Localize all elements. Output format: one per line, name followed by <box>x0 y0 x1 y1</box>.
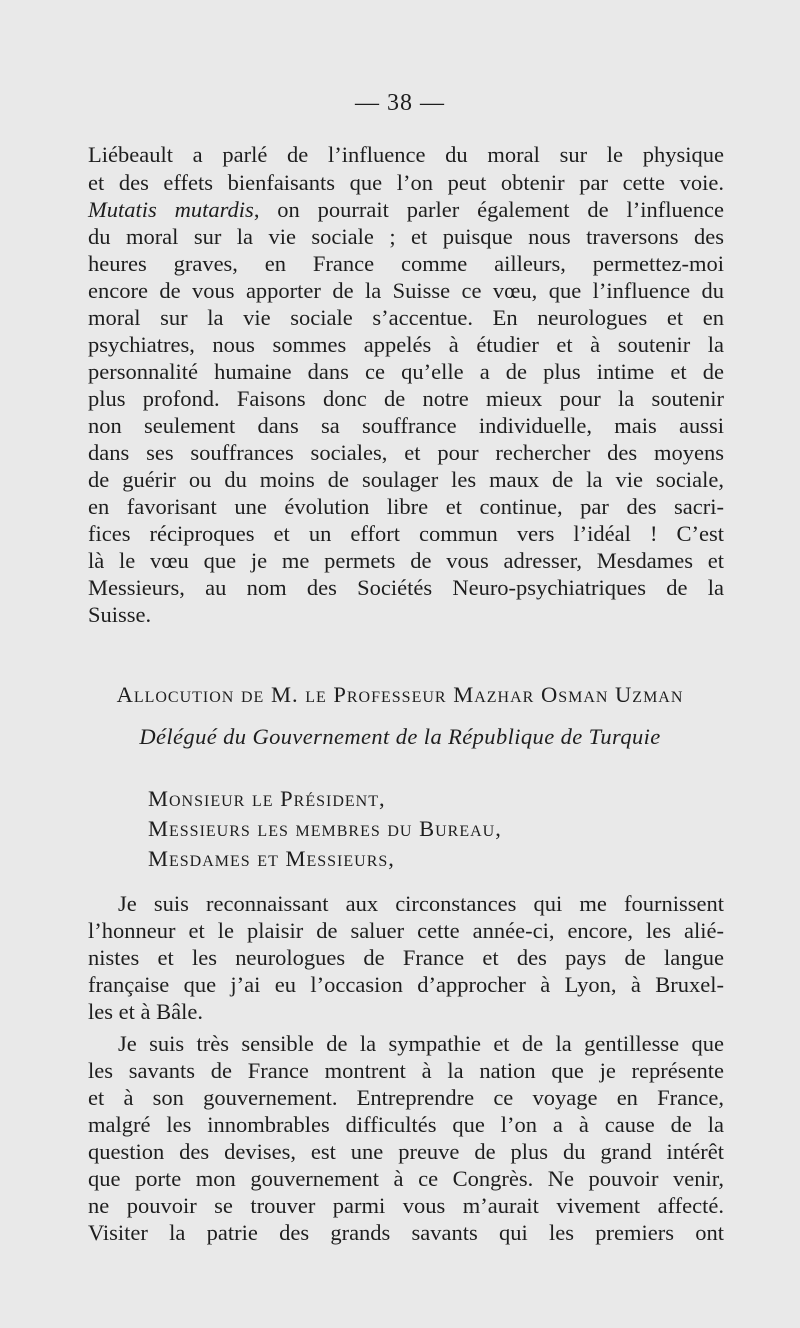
body-line: Suisse. <box>88 602 152 627</box>
page-number: — 38 — <box>355 90 445 116</box>
body-line: moral sur la vie sociale s’accentue. En neurologues et en <box>88 305 724 330</box>
body-line: nistes et les neurologues de France et des pays de langue <box>88 945 724 970</box>
body-line: fices réciproques et un effort commun vers l’idéal ! C’est <box>88 521 724 546</box>
body-line: Messieurs, au nom des Sociétés Neuro-psychiatriques de la <box>88 575 724 600</box>
body-line: malgré les innombrables difficultés que l’on a à cause de la <box>88 1112 724 1137</box>
body-line: Mutatis mutardis, on pourrait parler également de l’influence <box>88 197 724 222</box>
body-line: que porte mon gouvernement à ce Congrès. Ne pouvoir venir, <box>88 1166 724 1191</box>
salutation-line: Monsieur le Président, <box>148 786 386 811</box>
body-line: encore de vous apporter de la Suisse ce vœu, que l’influence du <box>88 278 724 303</box>
body-line: heures graves, en France comme ailleurs, permettez-moi <box>88 251 724 276</box>
body-line: dans ses souffrances sociales, et pour rechercher des moyens <box>88 440 724 465</box>
body-line: personnalité humaine dans ce qu’elle a de plus intime et de <box>88 359 724 384</box>
body-line: et à son gouvernement. Entreprendre ce voyage en France, <box>88 1085 724 1110</box>
body-line: non seulement dans sa souffrance individuelle, mais aussi <box>88 413 724 438</box>
body-line: question des devises, est une preuve de plus du grand intérêt <box>88 1139 724 1164</box>
body-line: du moral sur la vie sociale ; et puisque nous traversons des <box>88 224 724 249</box>
salutation-line: Mesdames et Messieurs, <box>148 846 395 871</box>
body-line: Je suis reconnaissant aux circonstances qui me fournissent <box>118 891 724 916</box>
body-line: de guérir ou du moins de soulager les maux de la vie sociale, <box>88 467 724 492</box>
body-line: l’honneur et le plaisir de saluer cette année-ci, encore, les alié- <box>88 918 724 943</box>
body-line: française que j’ai eu l’occasion d’approcher à Lyon, à Bruxel- <box>88 972 724 997</box>
body-line: et des effets bienfaisants que l’on peut obtenir par cette voie. <box>88 170 724 195</box>
salutation-line: Messieurs les membres du Bureau, <box>148 816 502 841</box>
body-line: Liébeault a parlé de l’influence du moral sur le physique <box>88 142 724 167</box>
body-line: plus profond. Faisons donc de notre mieux pour la soutenir <box>88 386 724 411</box>
body-line: les et à Bâle. <box>88 999 203 1024</box>
body-line: Visiter la patrie des grands savants qui les premiers ont <box>88 1220 724 1245</box>
section-subheading: Délégué du Gouvernement de la République de Turquie <box>139 724 661 749</box>
body-line: ne pouvoir se trouver parmi vous m’aurait vivement affecté. <box>88 1193 724 1218</box>
body-line: Je suis très sensible de la sympathie et de la gentillesse que <box>118 1031 724 1056</box>
body-line: psychiatres, nous sommes appelés à étudier et à soutenir la <box>88 332 724 357</box>
body-line: là le vœu que je me permets de vous adresser, Mesdames et <box>88 548 724 573</box>
body-line: en favorisant une évolution libre et continue, par des sacri- <box>88 494 724 519</box>
body-line: les savants de France montrent à la nation que je représente <box>88 1058 724 1083</box>
section-heading: Allocution de M. le Professeur Mazhar Osman Uzman <box>116 682 684 707</box>
